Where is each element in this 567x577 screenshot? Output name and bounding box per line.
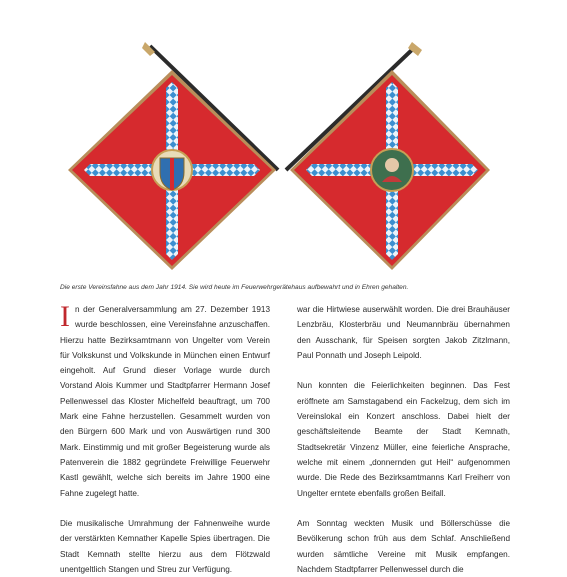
right-column <box>297 302 510 577</box>
paragraph: Am Sonntag weckten Musik und Böllerschüsse die Bevölkerung schon früh aus dem Schlaf. Anschließend wurden sämtliche Vereine mit Musik empfangen. Nachdem Stadtpfarrer Pellenwessel durch die <box>297 519 510 575</box>
paragraph: Nun konnten die Feierlichkeiten beginnen. Das Fest eröffnete am Samstagabend ein Fackelzug, dem sich im Vereinslokal ein Konzert anschloss. Dabei hielt der geschäftsleitende Beamte der Stadt Kemnath, Stadtsekretär Vinzenz Müller, eine feierliche Ansprache, welche mit einem „donnernden gut Heil“ aufgenommen wurde. Die Rede des Bezirksamtmanns Karl Freiherr von Ungelter erntete ebenfalls großen Beifall. <box>297 381 510 498</box>
flag-left <box>68 42 278 270</box>
flags-illustration <box>60 42 490 277</box>
flag-right <box>286 42 490 270</box>
flag-photograph <box>60 42 490 277</box>
left-column <box>60 302 270 577</box>
paragraph: war die Hirtwiese auserwählt worden. Die drei Brauhäuser Lenzbräu, Klosterbräu und Neumannbräu übernahmen den Ausschank, für Speisen sorgten Jakob Zitzlmann, Paul Ponnath und Joseph Leipold. <box>297 305 510 360</box>
drop-cap: I <box>60 300 70 333</box>
paragraph <box>60 302 270 501</box>
paragraph-text: n der Generalversammlung am 27. Dezember 1913 wurde beschlossen, eine Vereinsfahne anzuschaffen. Hierzu hatte Bezirksamtmann von Ungelter vom Verein für Volkskunst und Volkskunde in München einen Entwurf eingeholt. Auf Grund dieser Vorlage wurde durch Vorstand Alois Kummer und Stadtpfarrer Hermann Josef Pellenwessel das Kloster Michelfeld beauftragt, um 700 Mark eine Fahne herzustellen. Gesammelt wurden von den Bürgern 600 Mark und von Auswärtigen rund 300 Mark. Einstimmig und mit großer Begeisterung wurde als Patenverein die 1882 gegründete Freiwillige Feuerwehr Kastl gewählt, welche sich bereits im Jahre 1900 eine Fahne zugelegt hatte. <box>60 305 270 498</box>
paragraph: Die musikalische Umrahmung der Fahnenweihe wurde der verstärkten Kemnather Kapelle Spies übertragen. Die Stadt Kemnath stellte hierzu aus dem Flötzwald unentgeltlich Stangen und Streu zur Verfügung. <box>60 519 270 575</box>
figure-caption: Die erste Vereinsfahne aus dem Jahr 1914. Sie wird heute im Feuerwehrgerätehaus aufbewahrt und in Ehren gehalten. <box>60 284 409 291</box>
